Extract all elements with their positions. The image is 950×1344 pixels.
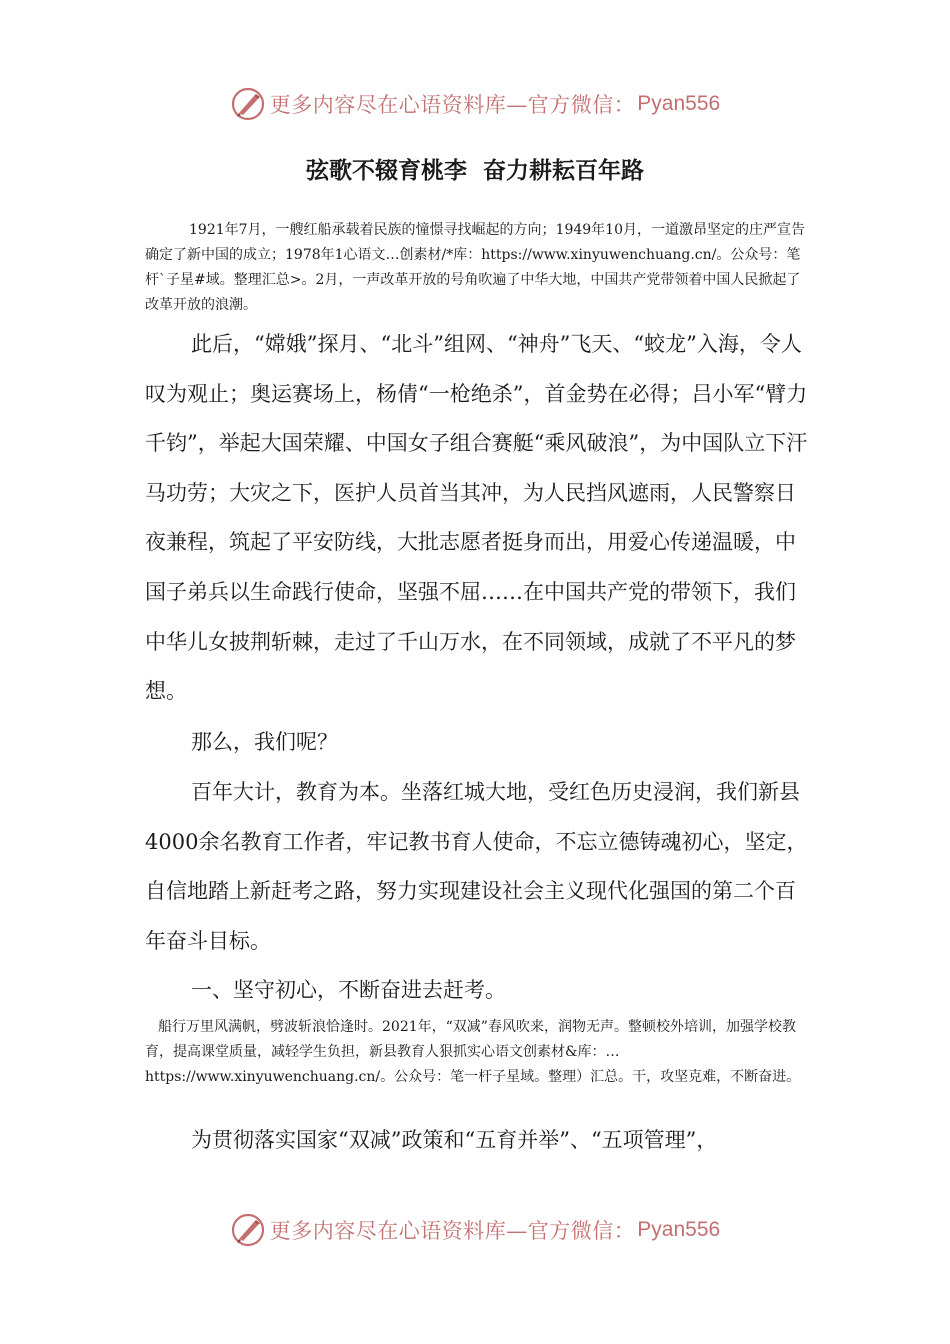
watermark-text: 更多内容尽在心语资料库—官方微信： <box>269 1219 636 1243</box>
paragraph-intro: 1921年7月，一艘红船承载着民族的憧憬寻找崛起的方向；1949年10月，一道激昂坚定的庄严宣告确定了新中国的成立；1978年1心语文…创素材/*库：https://www.xinyuwenchuang.cn/。公众号：笔杆`子星#域。整理汇总>。2月，一声改革开放的号角吹遍了中华大地，中国共产党带领着中国人民掀起了改革开放的浪潮。 <box>145 222 805 313</box>
header-watermark <box>0 84 950 124</box>
paragraph-question: 那么，我们呢？ <box>191 730 338 754</box>
paragraph-achievements: 此后，“嫦娥”探月、“北斗”组网、“神舟”飞天、“蛟龙”入海，令人叹为观止；奥运赛场上，杨倩“一枪绝杀”，首金势在必得；吕小军“臂力千钧”，举起大国荣耀、中国女子组合赛艇“乘风破浪”，为中国队立下汗马功劳；大灾之下，医护人员首当其冲，为人民挡风遮雨，人民警察日夜兼程，筑起了平安防线，大批志愿者挺身而出，用爱心传递温暖，中国子弟兵以生命践行使命，坚强不屈……在中国共产党的带领下，我们中华儿女披荆斩棘，走过了千山万水，在不同领域，成就了不平凡的梦想。 <box>145 332 808 704</box>
paragraph-education: 百年大计，教育为本。坐落红城大地，受红色历史浸润，我们新县4000余名教育工作者，牢记教书育人使命，不忘立德铸魂初心，坚定，自信地踏上新赶考之路，努力实现建设社会主义现代化强国的第二个百年奋斗目标。 <box>145 780 808 953</box>
pen-logo-icon <box>230 1212 266 1248</box>
paragraph-double-reduction: 船行万里风满帆，劈波斩浪恰逢时。2021年，“双减”春风吹来，润物无声。整顿校外培训，加强学校教育，提高课堂质量，减轻学生负担，新县教育人狠抓实心语文创素材&库：…https://www.xinyuwenchuang.cn/。公众号：笔一杆子星域。整理）汇总。干，攻坚克难，不断奋进。 <box>145 1019 801 1085</box>
watermark-wechat-id: Pyan556 <box>637 1218 721 1241</box>
section-heading-1: 一、坚守初心，不断奋进去赶考。 <box>191 978 506 1002</box>
footer-watermark <box>0 1210 950 1250</box>
pen-logo-icon <box>230 86 266 122</box>
document-title: 弦歌不辍育桃李 奋力耕耘百年路 <box>305 158 644 184</box>
paragraph-policy: 为贯彻落实国家“双减”政策和“五育并举”、“五项管理”， <box>191 1128 718 1152</box>
watermark-text: 更多内容尽在心语资料库—官方微信： <box>269 93 636 117</box>
watermark-wechat-id: Pyan556 <box>637 92 721 115</box>
